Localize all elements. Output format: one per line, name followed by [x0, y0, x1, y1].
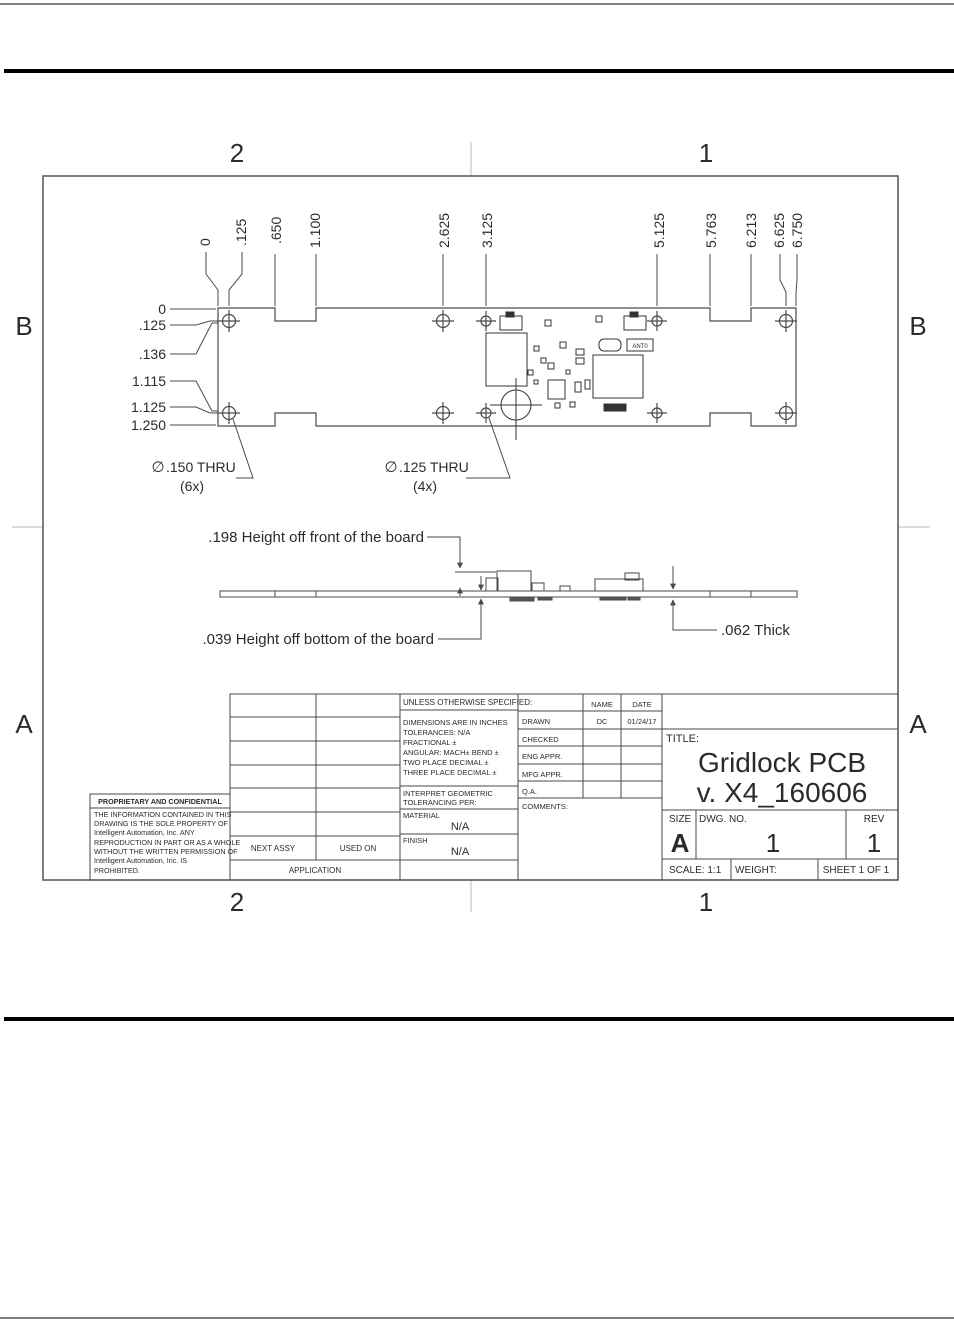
tolerance-line: ANGULAR: MACH± BEND ±	[403, 748, 499, 757]
checked-label: CHECKED	[522, 735, 559, 744]
mounting-hole-large	[775, 310, 797, 332]
weight-label: WEIGHT:	[735, 865, 777, 876]
dim-label-v-zero: 0	[158, 301, 166, 317]
dim-label-v: 1.115	[132, 373, 166, 389]
zone-row-label-a-right: A	[909, 709, 927, 739]
dim-label-h-zero: 0	[197, 238, 213, 246]
top-view	[218, 308, 796, 426]
approvals-table	[522, 700, 657, 811]
mounting-hole-small	[647, 311, 667, 331]
side-view	[220, 571, 797, 601]
tolerance-line: TOLERANCES: N/A	[403, 728, 471, 737]
drawing-title-line1: Gridlock PCB	[697, 747, 867, 778]
drawn-date: 01/24/17	[627, 717, 657, 726]
zone-col-label-1-top: 1	[698, 138, 714, 168]
size-label: SIZE	[669, 814, 692, 825]
material-label: MATERIAL	[403, 811, 440, 820]
height-bottom-label: .039 Height off bottom of the board	[202, 631, 434, 648]
name-header: NAME	[591, 700, 613, 709]
proprietary-line: Intelligent Automation, Inc. ANY	[94, 828, 195, 837]
hole-size-label: .125 THRU	[399, 459, 469, 475]
mounting-hole-small	[647, 403, 667, 423]
hole-count-label: (4x)	[412, 478, 438, 494]
ic-large	[593, 355, 643, 398]
dwg-no-value: 1	[765, 828, 781, 858]
used-on-label: USED ON	[339, 844, 377, 853]
tolerance-line: TWO PLACE DECIMAL ±	[403, 758, 489, 767]
dim-label-h: 6.750	[789, 212, 805, 248]
crystal	[599, 339, 621, 351]
dim-label-v: 1.250	[130, 417, 166, 433]
board-outline	[218, 308, 796, 426]
mounting-hole-large	[432, 310, 454, 332]
component-label: ANT0	[632, 344, 648, 350]
tolerance-line: FRACTIONAL ±	[403, 738, 457, 747]
tolerance-line: THREE PLACE DECIMAL ±	[403, 768, 497, 777]
zone-row-label-b-left: B	[15, 311, 33, 341]
mounting-hole-small	[476, 311, 496, 331]
diameter-symbol: ∅	[151, 459, 165, 476]
hole-size-label: .150 THRU	[166, 459, 236, 475]
qa-label: Q.A.	[522, 787, 538, 796]
tolerance-line: DIMENSIONS ARE IN INCHES	[403, 718, 508, 727]
proprietary-line: PROHIBITED.	[94, 866, 140, 875]
date-header: DATE	[632, 700, 652, 709]
dwg-no-label: DWG. NO.	[699, 814, 747, 825]
mounting-holes	[218, 310, 797, 424]
proprietary-heading: PROPRIETARY AND CONFIDENTIAL	[98, 797, 222, 806]
comments-label: COMMENTS:	[522, 802, 568, 811]
material-value: N/A	[450, 821, 470, 833]
mounting-hole-large	[218, 310, 240, 332]
sheet-label: SHEET 1 OF 1	[822, 865, 890, 876]
hole-callout-large	[151, 419, 253, 494]
mounting-hole-large	[218, 402, 240, 424]
title-label: TITLE:	[666, 733, 700, 745]
thickness-label: .062 Thick	[721, 622, 790, 639]
dim-label-h: .650	[268, 216, 284, 244]
drawing-title-line2: v. X4_160606	[696, 777, 868, 808]
interpret-line: TOLERANCING PER:	[403, 798, 477, 807]
horizontal-extension-lines	[206, 252, 797, 306]
mounting-hole-large	[432, 402, 454, 424]
proprietary-line: WITHOUT THE WRITTEN PERMISSION OF	[94, 847, 238, 856]
zone-col-label-2-top: 2	[229, 138, 245, 168]
zone-col-label-1-bottom: 1	[698, 887, 714, 917]
proprietary-line: DRAWING IS THE SOLE PROPERTY OF	[94, 819, 228, 828]
dim-label-h: 2.625	[436, 212, 452, 248]
connector	[500, 316, 522, 330]
dim-label-h: 3.125	[479, 212, 495, 248]
unless-specified: UNLESS OTHERWISE SPECIFIED:	[403, 698, 533, 707]
dim-label-h: .125	[233, 218, 249, 246]
eng-appr-label: ENG APPR.	[522, 752, 563, 761]
proprietary-line: REPRODUCTION IN PART OR AS A WHOLE	[94, 838, 241, 847]
proprietary-line: Intelligent Automation, Inc. IS	[94, 856, 188, 865]
drawn-label: DRAWN	[522, 717, 551, 726]
application-label: APPLICATION	[288, 866, 342, 875]
rev-value: 1	[866, 828, 882, 858]
dim-label-v: .136	[138, 346, 166, 362]
interpret-line: INTERPRET GEOMETRIC	[403, 789, 493, 798]
dim-label-h: 6.213	[743, 212, 759, 248]
pcb-components	[486, 312, 653, 440]
zone-col-label-2-bottom: 2	[229, 887, 245, 917]
module	[486, 333, 527, 386]
dim-label-h: 1.100	[307, 212, 323, 248]
dim-label-v: .125	[138, 317, 166, 333]
connector	[624, 316, 646, 330]
diameter-symbol: ∅	[384, 459, 398, 476]
horizontal-dimension-labels	[197, 213, 805, 248]
mfg-appr-label: MFG APPR.	[522, 770, 563, 779]
height-front-label: .198 Height off front of the board	[208, 529, 424, 546]
hole-callout-small	[384, 418, 510, 494]
dim-label-h: 5.763	[703, 212, 719, 248]
hole-count-label: (6x)	[179, 478, 205, 494]
scale-label: SCALE: 1:1	[669, 865, 722, 876]
dim-label-v: 1.125	[130, 399, 166, 415]
mounting-hole-small	[476, 403, 496, 423]
size-value: A	[670, 828, 690, 858]
side-view-annotations	[202, 529, 790, 648]
finish-label: FINISH	[403, 836, 428, 845]
next-assy-label: NEXT ASSY	[250, 844, 296, 853]
rev-label: REV	[863, 814, 885, 825]
mounting-hole-large	[775, 402, 797, 424]
proprietary-notice	[94, 797, 240, 875]
finish-value: N/A	[450, 846, 470, 858]
zone-row-label-a-left: A	[15, 709, 33, 739]
ic	[548, 380, 565, 399]
dim-label-h: 5.125	[651, 212, 667, 248]
vertical-dimension-labels	[131, 301, 166, 433]
drawn-name: DC	[596, 717, 608, 726]
vertical-extension-lines	[170, 309, 220, 425]
zone-row-label-b-right: B	[909, 311, 927, 341]
dim-label-h: 6.625	[771, 212, 787, 248]
proprietary-line: THE INFORMATION CONTAINED IN THIS	[94, 810, 232, 819]
